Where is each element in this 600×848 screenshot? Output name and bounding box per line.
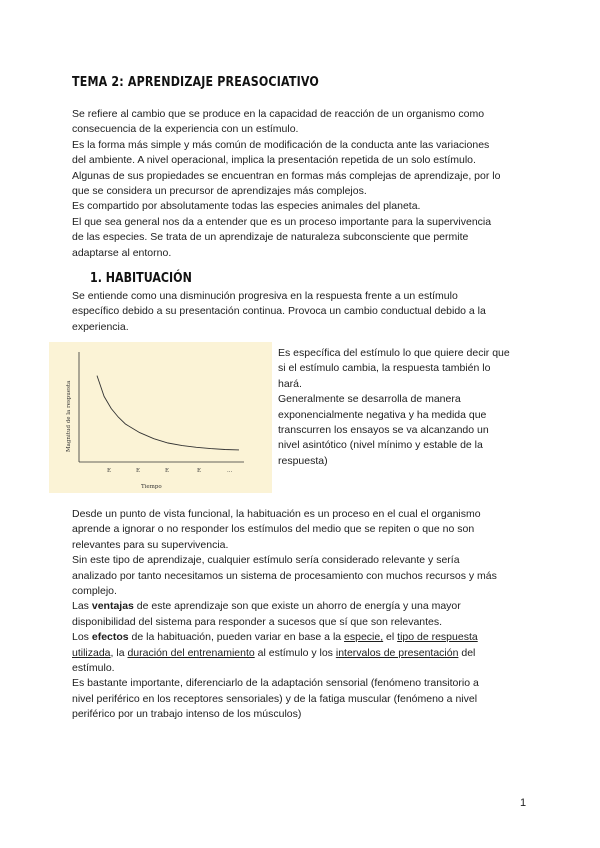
side-line: transcurren los ensayos se va alcanzando un: [278, 424, 489, 437]
side-line: Generalmente se desarrolla de manera: [278, 393, 461, 406]
habituation-chart-svg: [49, 342, 272, 493]
side-line: si el estímulo cambia, la respuesta también lo: [278, 362, 491, 375]
habituation-curve: [97, 376, 239, 450]
ventajas-line: [72, 599, 532, 614]
x-tick-label: ...: [227, 468, 233, 474]
efectos-bold: efectos: [91, 631, 129, 644]
function-line: relevantes para su supervivencia.: [72, 538, 229, 551]
intro-line: consecuencia de la experiencia con un estímulo.: [72, 123, 299, 136]
side-line: hará.: [278, 377, 302, 390]
efectos-line-3: estímulo.: [72, 662, 115, 675]
intro-line: Es compartido por absolutamente todas las especies animales del planeta.: [72, 200, 421, 213]
intro-line: adaptarse al entorno.: [72, 246, 172, 259]
habituation-intro: [72, 289, 532, 335]
intro-paragraph: [72, 107, 532, 261]
efectos-text: , la: [110, 646, 128, 659]
ventajas-bold: ventajas: [91, 600, 134, 613]
ventajas-post: de este aprendizaje son que existe un ahorro de energía y una mayor: [133, 600, 461, 613]
intro-line: El que sea general nos da a entender que es un proceso importante para la supervivencia: [72, 215, 492, 228]
intro-line: que se considera un precursor de aprendizajes más complejos.: [72, 185, 367, 198]
x-tick-label: E: [107, 468, 112, 474]
efectos-underlined: utilizada: [72, 646, 111, 659]
final-line: Es bastante importante, diferenciarlo de la adaptación sensorial (fenómeno transitorio a: [72, 677, 479, 690]
function-paragraph: [72, 507, 532, 723]
intro-line: Es la forma más simple y más común de modificación de la conducta ante las variaciones: [72, 138, 490, 151]
function-line: Sin este tipo de aprendizaje, cualquier estímulo sería considerado relevante y sería: [72, 554, 460, 567]
efectos-text: el: [383, 631, 398, 644]
section-title-habituacion: 1. HABITUACIÓN: [90, 270, 192, 286]
habituation-line: experiencia.: [72, 320, 129, 333]
side-line: respuesta): [278, 454, 328, 467]
side-line: nivel asintótico (nivel mínimo y estable de la: [278, 439, 483, 452]
efectos-line: [72, 630, 532, 645]
final-line: periférico por un trabajo intenso de los músculos): [72, 708, 302, 721]
efectos-underlined: intervalos de presentación: [335, 646, 459, 659]
efectos-pre: Los: [72, 631, 92, 644]
final-line: nivel periférico en los receptores sensoriales) y de la fatiga muscular (fenómeno a nivel: [72, 692, 478, 705]
habituation-chart: [49, 342, 272, 493]
intro-line: Algunas de sus propiedades se encuentran en formas más complejas de aprendizaje, por lo: [72, 169, 501, 182]
x-tick-label: E: [165, 468, 170, 474]
function-line: Desde un punto de vista funcional, la habituación es un proceso en el cual el organismo: [72, 508, 481, 520]
page-title: TEMA 2: APRENDIZAJE PREASOCIATIVO: [72, 74, 319, 90]
efectos-text: del: [458, 646, 476, 659]
efectos-underlined: tipo de respuesta: [397, 631, 478, 644]
habituation-line: específico debido a su presentación continua. Provoca un cambio conductual debido a la: [72, 305, 486, 318]
side-line: Es específica del estímulo lo que quiere decir que: [278, 347, 510, 359]
efectos-line-2: [72, 646, 532, 661]
side-paragraph: [278, 346, 528, 469]
y-axis-label: Magnitud de la respuesta: [66, 380, 72, 452]
intro-line: del ambiente. A nivel operacional, implica la presentación repetida de un solo estímulo.: [72, 154, 476, 167]
x-tick-label: E: [136, 468, 141, 474]
ventajas-line-2: disponibilidad del sistema para responder a sucesos que sí que son relevantes.: [72, 615, 443, 628]
efectos-text: de la habituación, pueden variar en base a la: [128, 631, 345, 644]
function-line: analizado por tanto necesitamos un sistema de procesamiento con muchos recursos y más: [72, 569, 497, 582]
efectos-underlined: especie,: [344, 631, 384, 644]
intro-line: Se refiere al cambio que se produce en la capacidad de reacción de un organismo como: [72, 108, 485, 120]
x-tick-label: E: [197, 468, 202, 474]
function-line: aprende a ignorar o no responder los estímulos del medio que se repiten o que no son: [72, 523, 475, 536]
page-number: 1: [520, 797, 527, 809]
habituation-line: Se entiende como una disminución progresiva en la respuesta frente a un estímulo: [72, 290, 458, 302]
x-axis-label: Tiempo: [141, 484, 162, 490]
side-line: exponencialmente negativa y ha medida que: [278, 408, 487, 421]
intro-line: de las especies. Se trata de un aprendizaje de naturaleza subconsciente que permite: [72, 231, 469, 244]
function-line: complejo.: [72, 585, 117, 598]
efectos-underlined: duración del entrenamiento: [127, 646, 255, 659]
efectos-text: al estímulo y los: [254, 646, 336, 659]
ventajas-pre: Las: [72, 600, 92, 613]
